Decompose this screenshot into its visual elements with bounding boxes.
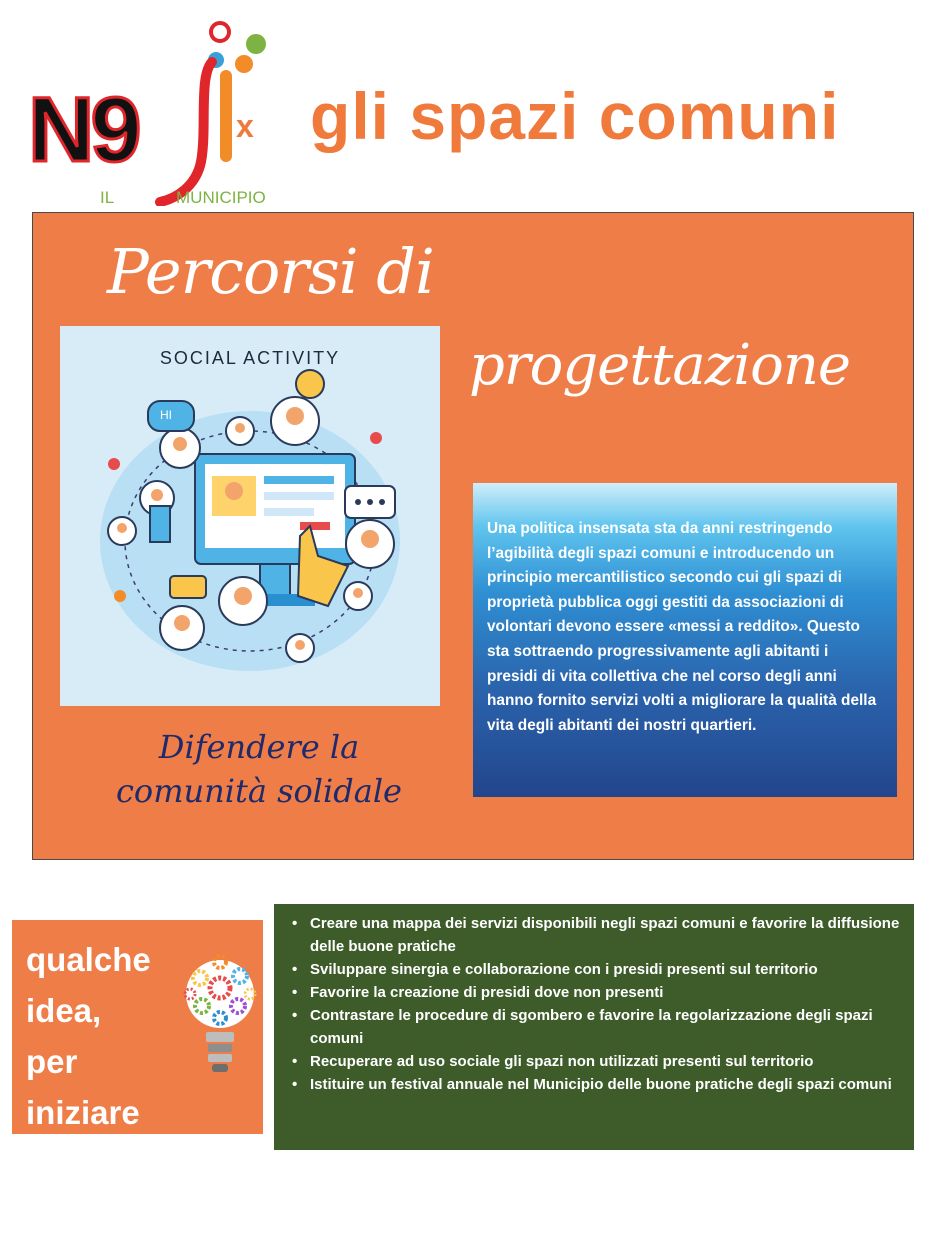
- description-text: Una politica insensata sta da anni restringendo l’agibilità degli spazi comuni e introducendo un principio mercantilistico secondo cui gli spazi di proprietà pubblica oggi gestiti da associazioni di volontari devono essere «messi a reddito». Questo sta sottraendo progressivamente agli abitanti i presidi di vita collettiva che nel corso degli anni hanno fornito servizi volti a migliorare la qualità della vita degli abitanti dei nostri quartieri.: [487, 520, 877, 734]
- list-item: • Recuperare ad uso sociale gli spazi non utilizzati presenti sul territorio: [284, 1050, 902, 1073]
- list-item: • Favorire la creazione di presidi dove non presenti: [284, 981, 902, 1004]
- logo-prefix: IL: [100, 188, 115, 207]
- logo-brand: N9: [28, 79, 138, 181]
- subtitle: [99, 725, 419, 813]
- social-activity-title: SOCIAL ACTIVITY: [159, 348, 341, 368]
- main-panel: [32, 212, 914, 860]
- social-network-illustration: [60, 326, 440, 706]
- title-line-1: Percorsi di: [107, 235, 434, 308]
- ideas-heading-line: qualche: [26, 941, 151, 978]
- ideas-heading-line: per: [26, 1043, 78, 1080]
- ideas-heading-line: iniziare: [26, 1094, 140, 1131]
- logo-suffix: MUNICIPIO: [176, 188, 266, 207]
- page-headline: gli spazi comuni: [310, 79, 840, 153]
- ideas-box: [12, 920, 263, 1134]
- ideas-list-box: [274, 904, 914, 1150]
- ideas-heading: [26, 934, 151, 1138]
- list-item: • Creare una mappa dei servizi disponibili negli spazi comuni e favorire la diffusione delle buone pratiche: [284, 912, 902, 958]
- list-item: • Istituire un festival annuale nel Municipio delle buone pratiche degli spazi comuni: [284, 1073, 902, 1096]
- social-activity-image: [60, 326, 440, 706]
- times-sign: x: [236, 108, 254, 144]
- ideas-list: [284, 912, 902, 1096]
- list-item: • Sviluppare sinergia e collaborazione con i presidi presenti sul territorio: [284, 958, 902, 981]
- ideas-heading-line: idea,: [26, 992, 102, 1029]
- lightbulb-gears-icon: [180, 948, 260, 1096]
- list-item: • Contrastare le procedure di sgombero e favorire la regolarizzazione degli spazi comuni: [284, 1004, 902, 1050]
- subtitle-line-1: Difendere la: [158, 728, 360, 766]
- subtitle-line-2: comunità solidale: [116, 772, 402, 810]
- title-line-2: progettazione: [469, 333, 851, 398]
- description-box: [473, 483, 897, 797]
- image-bubble-text: HI: [160, 408, 172, 422]
